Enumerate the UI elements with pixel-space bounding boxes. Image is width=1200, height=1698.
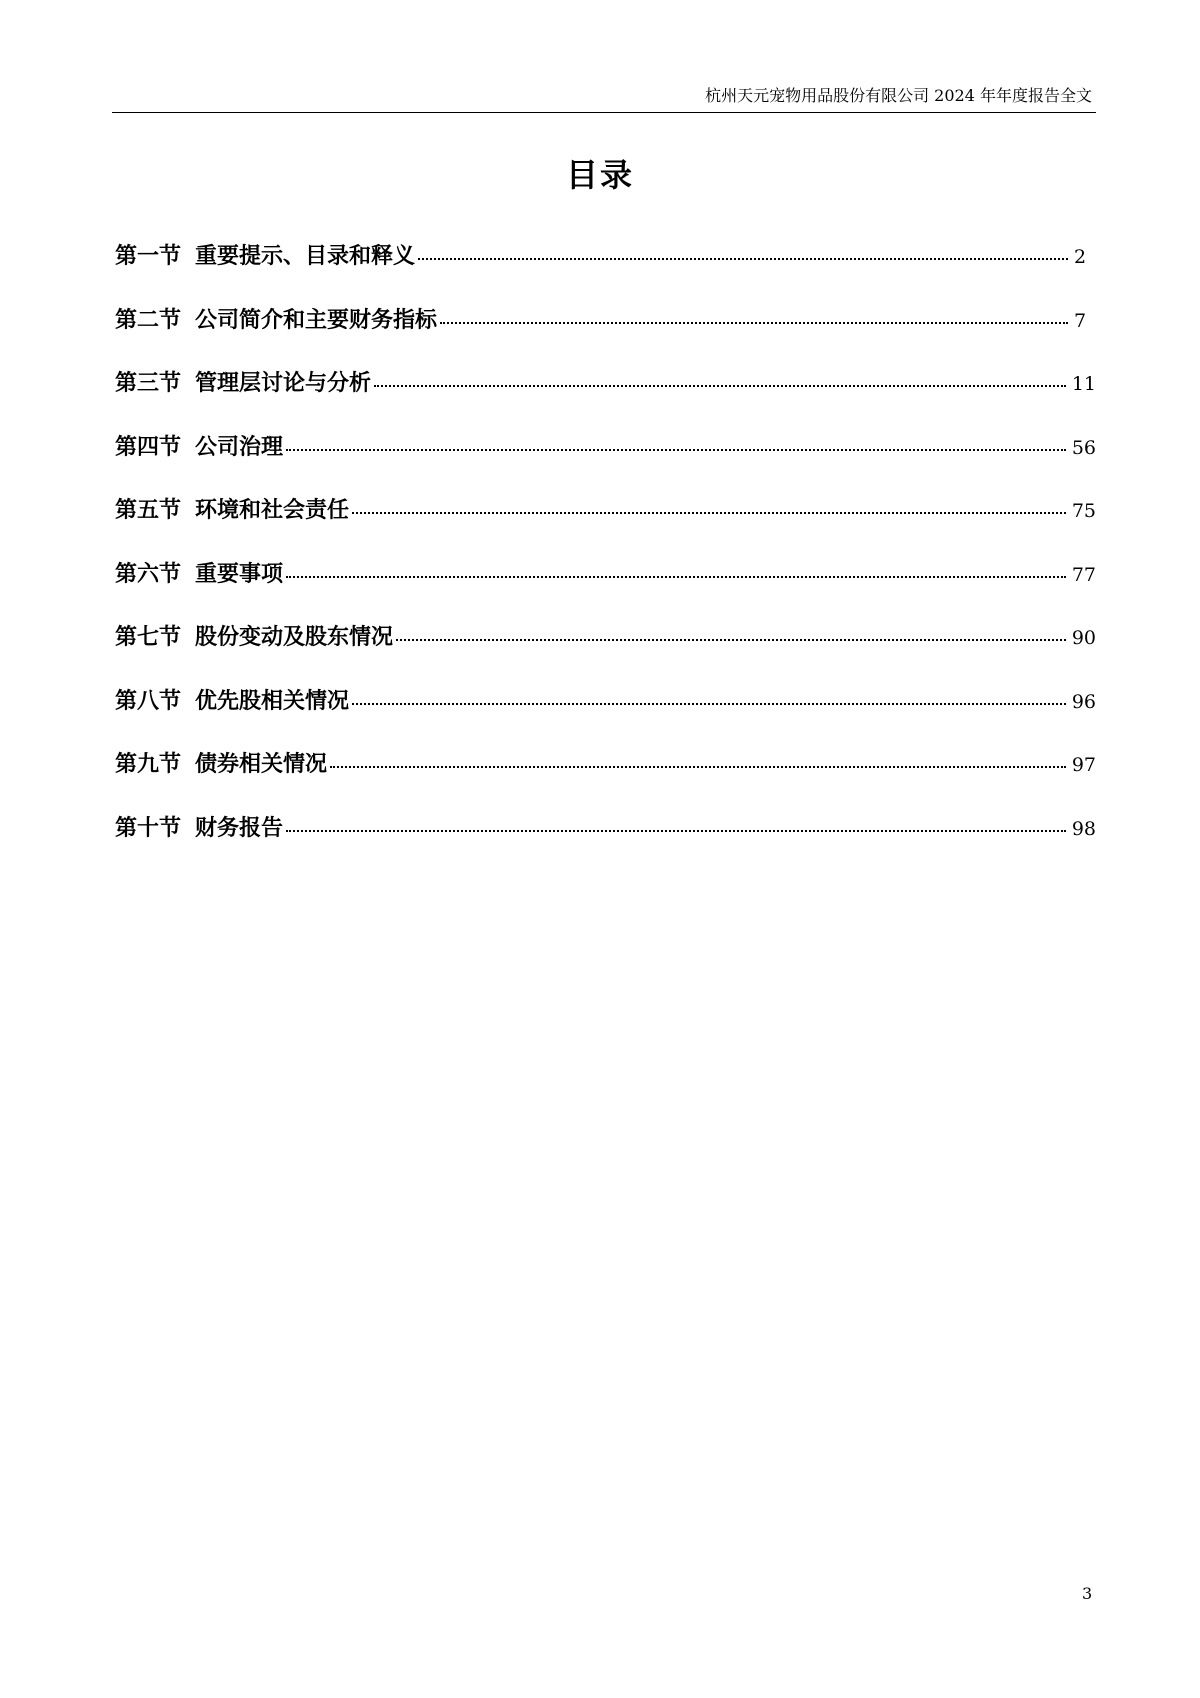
toc-dot-leader bbox=[286, 449, 1066, 451]
toc-page-number: 56 bbox=[1071, 436, 1096, 459]
toc-entry[interactable] bbox=[115, 618, 1096, 682]
toc-section-number: 第九节 bbox=[115, 752, 182, 777]
toc-dot-leader bbox=[286, 576, 1066, 578]
toc-page-number: 7 bbox=[1074, 309, 1087, 332]
toc-entry[interactable] bbox=[115, 682, 1096, 746]
toc-dot-leader bbox=[374, 385, 1066, 387]
page-number: 3 bbox=[1082, 1584, 1093, 1603]
toc-section-number: 第八节 bbox=[115, 688, 182, 714]
toc-section-number: 第一节 bbox=[115, 244, 182, 269]
toc-section-title: 优先股相关情况 bbox=[195, 688, 350, 714]
toc-section-number: 第五节 bbox=[115, 498, 182, 523]
toc-section-number: 第二节 bbox=[115, 307, 182, 333]
toc-list bbox=[115, 237, 1096, 872]
toc-entry[interactable] bbox=[115, 364, 1096, 428]
toc-dot-leader bbox=[396, 639, 1066, 641]
toc-section-title: 股份变动及股东情况 bbox=[195, 625, 394, 650]
toc-page-number: 11 bbox=[1071, 373, 1096, 395]
toc-page-number: 97 bbox=[1071, 754, 1096, 776]
toc-page-number: 75 bbox=[1071, 500, 1096, 522]
toc-page-number: 77 bbox=[1071, 563, 1096, 586]
toc-entry[interactable] bbox=[115, 809, 1096, 873]
toc-entry[interactable] bbox=[115, 237, 1096, 301]
toc-page-number: 98 bbox=[1071, 817, 1096, 840]
toc-section-number: 第四节 bbox=[115, 434, 182, 460]
toc-entry[interactable] bbox=[115, 745, 1096, 809]
toc-section-title: 环境和社会责任 bbox=[195, 498, 350, 523]
toc-page-number: 2 bbox=[1074, 246, 1087, 268]
toc-section-number: 第三节 bbox=[115, 371, 182, 396]
toc-dot-leader bbox=[440, 322, 1068, 324]
toc-section-title: 公司简介和主要财务指标 bbox=[195, 307, 438, 333]
toc-entry[interactable] bbox=[115, 555, 1096, 619]
toc-entry[interactable] bbox=[115, 301, 1096, 365]
page-header bbox=[112, 86, 1096, 113]
toc-section-title: 财务报告 bbox=[195, 815, 284, 841]
toc-section-title: 管理层讨论与分析 bbox=[195, 371, 372, 396]
toc-page-number: 96 bbox=[1071, 690, 1096, 713]
toc-section-title: 债券相关情况 bbox=[195, 752, 328, 777]
running-title: 杭州天元宠物用品股份有限公司 2024 年年度报告全文 bbox=[705, 86, 1092, 105]
toc-section-number: 第六节 bbox=[115, 561, 182, 587]
toc-entry[interactable] bbox=[115, 428, 1096, 492]
toc-title: 目录 bbox=[565, 156, 634, 194]
toc-section-number: 第七节 bbox=[115, 625, 182, 650]
toc-dot-leader bbox=[286, 830, 1066, 832]
toc-section-title: 重要事项 bbox=[195, 561, 284, 587]
toc-section-title: 重要提示、目录和释义 bbox=[195, 244, 416, 269]
toc-dot-leader bbox=[418, 258, 1068, 260]
toc-dot-leader bbox=[352, 703, 1066, 705]
toc-entry[interactable] bbox=[115, 491, 1096, 555]
toc-page-number: 90 bbox=[1071, 627, 1096, 649]
toc-dot-leader bbox=[330, 766, 1066, 768]
toc-dot-leader bbox=[352, 512, 1066, 514]
toc-section-number: 第十节 bbox=[115, 815, 182, 841]
toc-section-title: 公司治理 bbox=[195, 434, 284, 460]
